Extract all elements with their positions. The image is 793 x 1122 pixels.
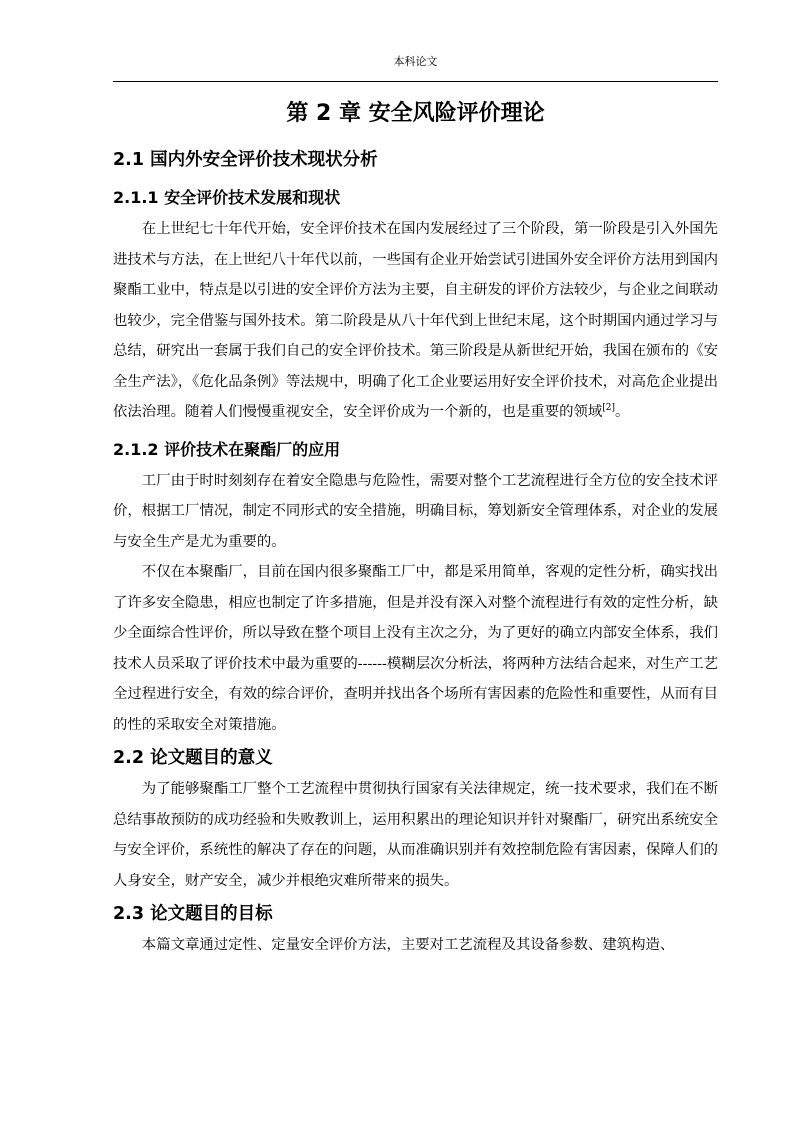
section-2-1-2-paragraph-1: 工厂由于时时刻刻存在着安全隐患与危险性，需要对整个工艺流程进行全方位的安全技术评价，根据工厂情况，制定不同形式的安全措施，明确目标，筹划新安全管理体系，对企业的发展与安全生产是尤为重要的。: [113, 472, 718, 550]
chapter-title: 第 2 章 安全风险评价理论: [286, 101, 545, 126]
header-rule: [113, 81, 718, 82]
section-2-2-paragraph: 为了能够聚酯工厂整个工艺流程中贯彻执行国家有关法律规定，统一技术要求，我们在不断总结事故预防的成功经验和失败教训上，运用积累出的理论知识并针对聚酯厂，研究出系统安全与安全评价，系统性的解决了存在的问题，从而准确识别并有效控制危险有害因素，保障人们的人身安全，财产安全，减少并根绝灾难所带来的损失。: [113, 781, 718, 889]
paragraph-text: 在上世纪七十年代开始，安全评价技术在国内发展经过了三个阶段，第一阶段是引入外国先进技术与方法，在上世纪八十年代以前，一些国有企业开始尝试引进国外安全评价方法用到国内聚酯工业中，特点是以引进的安全评价方法为主要，自主研发的评价方法较少，与企业之间联动也较少，完全借鉴与国外技术。第二阶段是从八十年代到上世纪末尾，这个时期国内通过学习与总结，研究出一套属于我们自己的安全评价技术。第三阶段是从新世纪开始，我国在颁布的《安全生产法》，《危化品条例》等法规中，明确了化工企业要运用好安全评价技术，对高危企业提出依法治理。随着人们慢慢重视安全，安全评价成为一个新的，也是重要的领域: [113, 221, 718, 420]
section-2-2-heading: 2.2 论文题目的意义: [113, 748, 273, 768]
citation-ref: [2]: [602, 403, 616, 414]
section-2-1-2-paragraph-2: 不仅在本聚酯厂，目前在国内很多聚酯工厂中，都是采用简单，客观的定性分析，确实找出了许多安全隐患，相应也制定了许多措施，但是并没有深入对整个流程进行有效的定性分析，缺少全面综合性评价，所以导致在整个项目上没有主次之分，为了更好的确立内部安全体系，我们技术人员采取了评价技术中最为重要的------模糊层次分析法，将两种方法结合起来，对生产工艺全过程进行安全，有效的综合评价，查明并找出各个场所有害因素的危险性和重要性，从而有目的性的采取安全对策措施。: [113, 564, 718, 733]
section-2-3-paragraph: 本篇文章通过定性、定量安全评价方法，主要对工艺流程及其设备参数、建筑构造、: [141, 937, 675, 953]
paragraph-end: 。: [615, 404, 630, 420]
running-header: 本科论文: [393, 55, 438, 68]
section-2-1-heading: 2.1 国内外安全评价技术现状分析: [113, 150, 378, 170]
section-2-1-1-paragraph: [113, 214, 718, 428]
section-2-1-1-heading: 2.1.1 安全评价技术发展和现状: [113, 188, 341, 207]
section-2-3-heading: 2.3 论文题目的目标: [113, 904, 273, 924]
section-2-1-2-heading: 2.1.2 评价技术在聚酯厂的应用: [113, 439, 341, 459]
page-content: [113, 90, 718, 961]
